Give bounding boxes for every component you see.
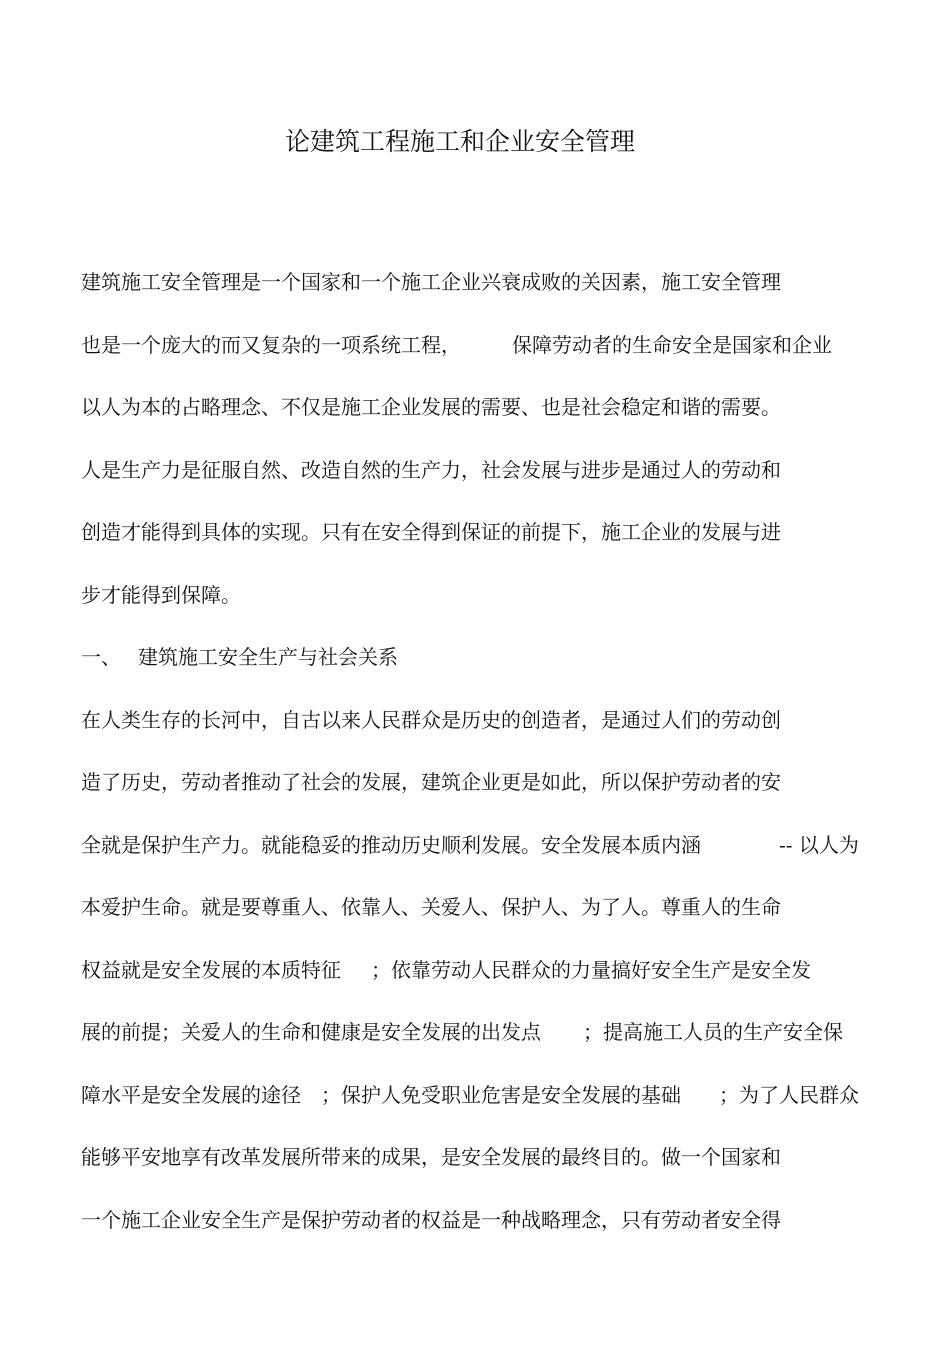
text-segment: 本爱护生命。就是要尊重人、依靠人、关爱人、保护人、为了人。尊重人的生命 — [81, 895, 781, 919]
text-segment: 在人类生存的长河中，自古以来人民群众是历史的创造者，是通过人们的劳动创 — [81, 708, 781, 732]
text-segment: ；为了人民群众 — [719, 1083, 859, 1107]
text-segment: 建筑施工安全管理是一个国家和一个施工企业兴衰成败的关因素，施工安全管理 — [81, 270, 781, 294]
text-segment: ；提高施工人员的生产安全保 — [583, 1020, 843, 1044]
document-title: 论建筑工程施工和企业安全管理 — [284, 127, 635, 156]
text-segment: 障水平是安全发展的途径 — [81, 1083, 301, 1107]
text-segment: ；保护人免受职业危害是安全发展的基础 — [321, 1083, 681, 1107]
text-segment: -- 以人为 — [779, 833, 859, 857]
text-segment: 步才能得到保障。 — [81, 583, 241, 607]
text-segment: 以人为本的占略理念、不仅是施工企业发展的需要、也是社会稳定和谐的需要。 — [81, 395, 781, 419]
section-title: 建筑施工安全生产与社会关系 — [138, 645, 398, 669]
text-segment: 能够平安地享有改革发展所带来的成果，是安全发展的最终目的。做一个国家和 — [81, 1145, 781, 1169]
text-segment: ；依靠劳动人民群众的力量搞好安全生产是安全发 — [371, 958, 811, 982]
section-number: 一、 — [81, 645, 121, 669]
text-segment: 全就是保护生产力。就能稳妥的推动历史顺利发展。安全发展本质内涵 — [81, 833, 701, 857]
text-segment: 造了历史，劳动者推动了社会的发展，建筑企业更是如此，所以保护劳动者的安 — [81, 770, 781, 794]
text-segment: 权益就是安全发展的本质特征 — [81, 958, 341, 982]
text-segment: 展的前提；关爱人的生命和健康是安全发展的出发点 — [81, 1020, 541, 1044]
text-segment: 人是生产力是征服自然、改造自然的生产力，社会发展与进步是通过人的劳动和 — [81, 458, 781, 482]
text-segment: 创造才能得到具体的实现。只有在安全得到保证的前提下，施工企业的发展与进 — [81, 520, 781, 544]
text-segment: 一个施工企业安全生产是保护劳动者的权益是一种战略理念，只有劳动者安全得 — [81, 1208, 781, 1232]
text-segment: 也是一个庞大的而又复杂的一项系统工程， — [81, 333, 461, 357]
text-segment: 保障劳动者的生命安全是国家和企业 — [512, 333, 832, 357]
